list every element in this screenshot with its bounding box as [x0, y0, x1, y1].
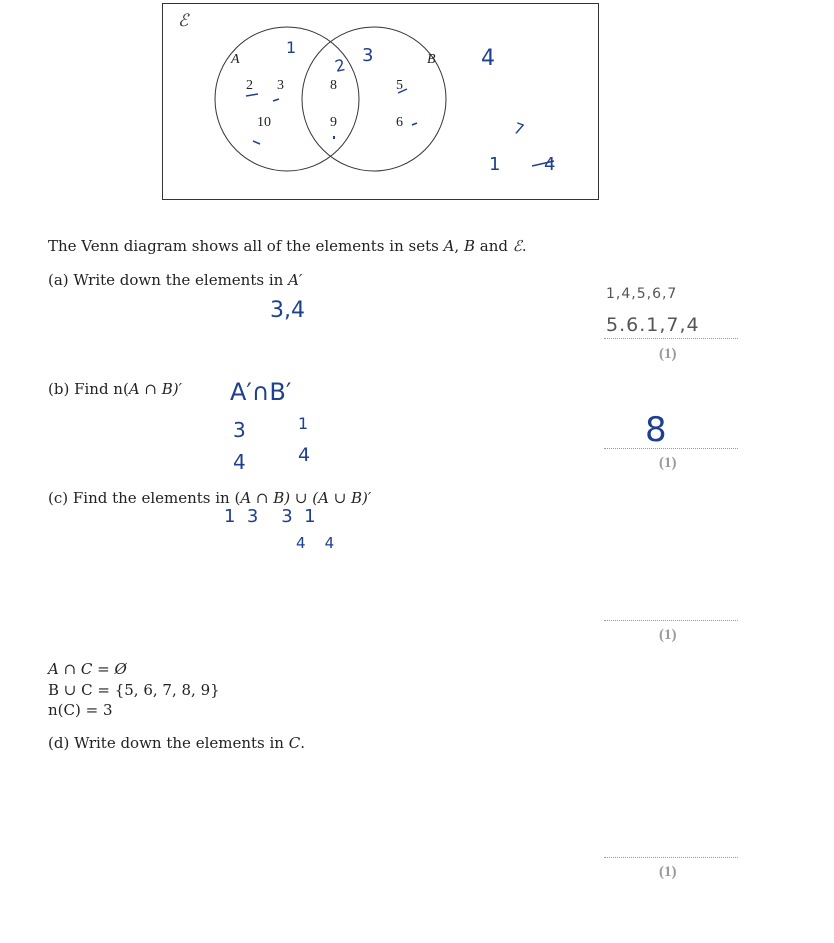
given-line-3: n(C) = 3	[48, 701, 113, 719]
handwritten-element: 4	[481, 46, 495, 71]
answer-a: 5.6.1,7,4	[606, 314, 700, 336]
venn-element: 3	[277, 78, 284, 93]
tick-mark	[246, 94, 258, 96]
venn-element: 8	[330, 78, 337, 93]
question-c: (c) Find the elements in (A ∩ B) ∪ (A ∪ B)′	[48, 489, 372, 507]
answer-note-a: 1,4,5,6,7	[606, 286, 678, 302]
working-a: 3,4	[270, 298, 305, 323]
working-b-value: 4	[233, 450, 246, 474]
handwritten-element: 2	[333, 55, 348, 76]
mark-d: (1)	[659, 864, 677, 880]
answer-line-b	[604, 448, 738, 449]
tick-mark	[412, 123, 417, 125]
mark-c: (1)	[659, 627, 677, 643]
working-b-value: 1	[298, 414, 309, 433]
tick-mark	[253, 141, 260, 144]
working-c-row1: 1 3 3 1	[224, 506, 316, 527]
venn-element: 2	[246, 78, 253, 93]
given-line-1: A ∩ C = Ø	[48, 660, 127, 678]
question-a: (a) Write down the elements in A′	[48, 271, 303, 289]
working-b-expression: A′∩B′	[230, 378, 292, 406]
handwritten-element: 1	[286, 38, 297, 57]
handwritten-element: 1	[489, 154, 501, 175]
question-d: (d) Write down the elements in C.	[48, 734, 305, 752]
mark-a: (1)	[659, 346, 677, 362]
universal-set-symbol: ℰ	[178, 11, 189, 30]
handwritten-element: 4	[544, 154, 556, 175]
given-line-2: B ∪ C = {5, 6, 7, 8, 9}	[48, 681, 220, 699]
venn-element: 5	[396, 78, 403, 93]
venn-element: 9	[330, 115, 337, 130]
answer-line-a	[604, 338, 738, 339]
working-b-value: 3	[233, 418, 246, 442]
intro-text: The Venn diagram shows all of the elements in sets A, B and ℰ.	[48, 237, 527, 255]
set-a-label: A	[231, 52, 240, 67]
answer-line-c	[604, 620, 738, 621]
handwritten-element: 7	[511, 118, 527, 140]
answer-b: 8	[645, 410, 667, 450]
handwritten-element: 3	[362, 45, 374, 66]
venn-element: 6	[396, 115, 403, 130]
venn-element: 10	[257, 115, 271, 130]
set-b-label: B	[427, 52, 436, 67]
tick-mark	[273, 99, 279, 101]
answer-line-d	[604, 857, 738, 858]
working-c-row2: 4 4	[296, 534, 335, 552]
circle-b	[302, 27, 446, 171]
working-b-value: 4	[298, 444, 311, 466]
mark-b: (1)	[659, 455, 677, 471]
question-b: (b) Find n(A ∩ B)′	[48, 380, 183, 398]
venn-circles	[162, 3, 599, 200]
